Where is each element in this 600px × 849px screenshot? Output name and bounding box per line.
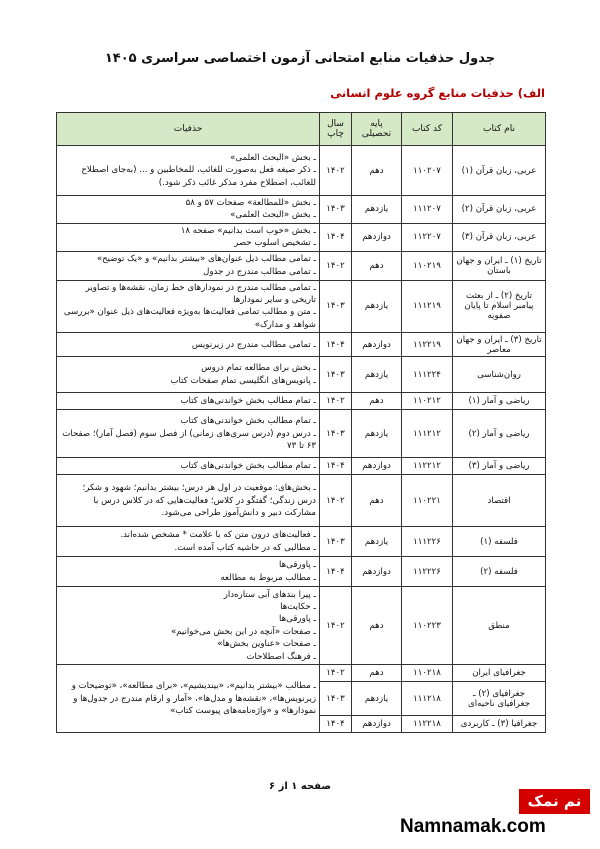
- cell-code: ۱۱۱۲۲۶: [402, 527, 453, 557]
- cell-book: تاریخ (۲) ـ از بعثت پیامبر اسلام تا پایان صفویه: [453, 280, 546, 333]
- table-row: [57, 393, 546, 410]
- cell-notes: [57, 146, 320, 196]
- cell-grade: دهم: [352, 475, 402, 527]
- cell-grade: یازدهم: [352, 280, 402, 333]
- cell-book: جغرافیای ایران: [453, 665, 546, 682]
- cell-notes: [57, 527, 320, 557]
- note-line: ـ بخش‌های: موقعیت در اول هر درس؛ بیشتر بدانیم؛ شهود و شکر؛: [82, 483, 316, 494]
- cell-year: ۱۴۰۲: [320, 587, 352, 665]
- cell-year: ۱۴۰۲: [320, 393, 352, 410]
- cell-year: ۱۴۰۳: [320, 527, 352, 557]
- header-notes: حذفیات: [57, 113, 320, 146]
- table-row: [57, 196, 546, 224]
- table-row: [57, 333, 546, 357]
- cell-book: فلسفه (۲): [453, 557, 546, 587]
- cell-grade: دهم: [352, 665, 402, 682]
- cell-code: ۱۱۲۲۱۲: [402, 458, 453, 475]
- cell-grade: یازدهم: [352, 410, 402, 458]
- table-header-row: [57, 113, 546, 146]
- cell-grade: یازدهم: [352, 527, 402, 557]
- cell-code: ۱۱۲۲۲۶: [402, 557, 453, 587]
- cell-year: ۱۴۰۳: [320, 357, 352, 393]
- cell-year: ۱۴۰۳: [320, 280, 352, 333]
- cell-grade: دوازدهم: [352, 333, 402, 357]
- cell-notes: [57, 223, 320, 251]
- note-line: ـ درس دوم (درس سری‌های زمانی) از فصل سوم (فصل آمار)؛ صفحات: [62, 428, 316, 439]
- table-row: [57, 410, 546, 458]
- cell-year: ۱۴۰۴: [320, 223, 352, 251]
- note-line: ـ تمامی مطالب ذیل عنوان‌های «بیشتر بدانیم» و «یک توضیح»: [96, 254, 316, 265]
- note-line: ـ تمام مطالب بخش خواندنی‌های کتاب: [180, 396, 316, 407]
- note-line: ۶۳ تا ۷۳: [287, 440, 316, 451]
- cell-grade: دهم: [352, 251, 402, 280]
- cell-notes: [57, 333, 320, 357]
- cell-book: تاریخ (۳) ـ ایران و جهان معاصر: [453, 333, 546, 357]
- cell-code: ۱۱۲۲۱۹: [402, 333, 453, 357]
- cell-book: عربی، زبان قرآن (۳): [453, 223, 546, 251]
- cell-book: منطق: [453, 587, 546, 665]
- note-line: ـ تمامی مطالب مندرج در زیرنویس: [191, 339, 316, 350]
- cell-code: ۱۱۲۲۱۸: [402, 716, 453, 733]
- cell-year: ۱۴۰۲: [320, 146, 352, 196]
- cell-code: ۱۱۰۲۲۱: [402, 475, 453, 527]
- cell-notes: [57, 196, 320, 224]
- page-number: صفحه ۱ از ۶: [269, 781, 331, 792]
- cell-year: ۱۴۰۲: [320, 251, 352, 280]
- cell-book: عربی، زبان قرآن (۱): [453, 146, 546, 196]
- note-line: ـ پاورقی‌ها: [279, 614, 316, 625]
- cell-year: ۱۴۰۲: [320, 475, 352, 527]
- note-line: للغائب، اصطلاح مفرد مذکر غائب ذکر شود.): [158, 177, 316, 188]
- note-line: ـ پیرا بندهای آبی ستاره‌دار: [223, 589, 316, 600]
- site-url: Namnamak.com: [400, 816, 546, 837]
- note-line: ـ حکایت‌ها: [280, 601, 316, 612]
- note-line: ـ تمامی مطالب مندرج در نمودارهای خط زمان، نقشه‌ها و تصاویر: [85, 282, 316, 293]
- section-subtitle: الف) حذفیات منابع گروه علوم انسانی: [330, 86, 545, 100]
- cell-code: ۱۱۱۲۱۲: [402, 410, 453, 458]
- note-line: ـ فرهنگ اصطلاحات: [246, 651, 316, 662]
- cell-grade: یازدهم: [352, 357, 402, 393]
- cell-grade: دهم: [352, 146, 402, 196]
- site-logo: نم نمک: [519, 789, 590, 814]
- cell-grade: دوازدهم: [352, 458, 402, 475]
- cell-year: ۱۴۰۳: [320, 196, 352, 224]
- cell-grade: یازدهم: [352, 196, 402, 224]
- note-line: ـ بخش برای مطالعه تمام دروس: [201, 363, 316, 374]
- note-line: نمودارها» و «واژه‌نامه‌های پیوست کتاب»: [170, 705, 316, 716]
- header-book: نام کتاب: [453, 113, 546, 146]
- cell-grade: دهم: [352, 393, 402, 410]
- cell-grade: دوازدهم: [352, 716, 402, 733]
- cell-code: ۱۱۱۲۰۷: [402, 196, 453, 224]
- cell-year: ۱۴۰۴: [320, 557, 352, 587]
- cell-notes: [57, 280, 320, 333]
- table-row: [57, 357, 546, 393]
- cell-year: ۱۴۰۴: [320, 716, 352, 733]
- table-row: [57, 223, 546, 251]
- header-grade: پایه تحصیلی: [352, 113, 402, 146]
- cell-code: ۱۱۰۲۲۳: [402, 587, 453, 665]
- cell-book: جغرافیا (۳) ـ کاربردی: [453, 716, 546, 733]
- note-line: ـ ذکر صیغه فعل به‌صورت للغائب، للمخاطبین و ... (به‌جای اصطلاح: [81, 165, 316, 176]
- note-line: ـ بخش «خوب است بدانیم» صفحه ۱۸: [180, 225, 316, 236]
- note-line: ـ بخش «البحث العلمی»: [230, 210, 316, 221]
- cell-year: ۱۴۰۴: [320, 333, 352, 357]
- table-row: [57, 557, 546, 587]
- header-code: کد کتاب: [402, 113, 453, 146]
- note-line: ـ مطالب مربوط به مطالعه: [220, 572, 316, 583]
- note-line: ـ تمامی مطالب مندرج در جدول: [203, 266, 316, 277]
- page-title: جدول حذفیات منابع امتحانی آزمون اختصاصی سراسری ۱۴۰۵: [104, 51, 496, 66]
- note-line: مشارکت دبیر و دانش‌آموز طراحی می‌شود.: [161, 507, 316, 518]
- table-row: [57, 146, 546, 196]
- cell-grade: دوازدهم: [352, 557, 402, 587]
- note-line: زیرنویس‌ها»، «نقشه‌ها و مدل‌ها»، «آمار و ارقام مندرج در جدول‌ها و: [73, 693, 316, 704]
- cell-code: ۱۱۰۲۱۲: [402, 393, 453, 410]
- note-line: ـ متن و مطالب تمامی فعالیت‌ها به‌ویژه فعالیت‌های ذیل عنوان «بررسی: [63, 307, 316, 318]
- note-line: ـ مطالب «بیشتر بدانیم»، «بیندیشیم»، «برای مطالعه»، «توضیحات و: [71, 681, 316, 692]
- cell-notes: [57, 587, 320, 665]
- cell-grade: دوازدهم: [352, 223, 402, 251]
- note-line: ـ تشخیص اسلوب حصر: [234, 238, 316, 249]
- cell-notes: [57, 475, 320, 527]
- cell-notes: [57, 251, 320, 280]
- table-row: [57, 665, 546, 682]
- cell-year: ۱۴۰۳: [320, 682, 352, 716]
- note-line: ـ صفحات «عناوین بخش‌ها»: [217, 639, 316, 650]
- cell-grade: دهم: [352, 587, 402, 665]
- cell-year: ۱۴۰۲: [320, 665, 352, 682]
- cell-notes: [57, 357, 320, 393]
- note-line: شواهد و مدارک»: [254, 319, 316, 330]
- table-row: [57, 587, 546, 665]
- note-line: ـ مطالبی که در حاشیه کتاب آمده است.: [174, 542, 316, 553]
- cell-notes: [57, 557, 320, 587]
- cell-grade: یازدهم: [352, 682, 402, 716]
- cell-code: ۱۱۱۲۲۴: [402, 357, 453, 393]
- header-year: سال چاپ: [320, 113, 352, 146]
- cell-code: ۱۱۰۲۰۷: [402, 146, 453, 196]
- cell-book: تاریخ (۱) ـ ایران و جهان باستان: [453, 251, 546, 280]
- cell-book: ریاضی و آمار (۳): [453, 458, 546, 475]
- cell-book: جغرافیای (۲) ـ جغرافیای ناحیه‌ای: [453, 682, 546, 716]
- cell-code: ۱۱۰۲۱۸: [402, 665, 453, 682]
- note-line: ـ تمام مطالب بخش خواندنی‌های کتاب: [180, 461, 316, 472]
- note-line: ـ پاورقی‌ها: [279, 560, 316, 571]
- cell-code: ۱۱۱۲۱۸: [402, 682, 453, 716]
- cell-code: ۱۱۰۲۱۹: [402, 251, 453, 280]
- cell-book: روان‌شناسی: [453, 357, 546, 393]
- note-line: درس زندگی؛ گفتگو در کلاس؛ فعالیت‌هایی که در کلاس درس با: [93, 495, 316, 506]
- table-row: [57, 458, 546, 475]
- table-row: [57, 527, 546, 557]
- cell-notes: [57, 393, 320, 410]
- note-line: ـ صفحات «آنچه در این بخش می‌خوانیم»: [170, 626, 316, 637]
- cell-code: ۱۱۱۲۱۹: [402, 280, 453, 333]
- note-line: ـ پانویس‌های انگلیسی تمام صفحات کتاب: [170, 375, 316, 386]
- note-line: ـ فعالیت‌های درون متن که با علامت * مشخص شده‌اند.: [120, 530, 316, 541]
- cell-code: ۱۱۲۲۰۷: [402, 223, 453, 251]
- table-row: [57, 251, 546, 280]
- cell-book: ریاضی و آمار (۱): [453, 393, 546, 410]
- cell-book: عربی، زبان قرآن (۲): [453, 196, 546, 224]
- cell-notes: [57, 458, 320, 475]
- cell-year: ۱۴۰۳: [320, 410, 352, 458]
- cell-book: اقتصاد: [453, 475, 546, 527]
- note-line: ـ بخش «البحث العلمی»: [230, 152, 316, 163]
- table-row: [57, 280, 546, 333]
- cell-notes: [57, 665, 320, 733]
- cell-book: فلسفه (۱): [453, 527, 546, 557]
- note-line: ـ تمام مطالب بخش خواندنی‌های کتاب: [180, 416, 316, 427]
- cell-book: ریاضی و آمار (۲): [453, 410, 546, 458]
- table-row: [57, 475, 546, 527]
- note-line: تاریخی و سایر نمودارها: [233, 295, 316, 306]
- cell-notes: [57, 410, 320, 458]
- note-line: ـ بخش «للمطالعة» صفحات ۵۷ و ۵۸: [185, 198, 316, 208]
- deletions-table: [56, 112, 546, 733]
- cell-year: ۱۴۰۴: [320, 458, 352, 475]
